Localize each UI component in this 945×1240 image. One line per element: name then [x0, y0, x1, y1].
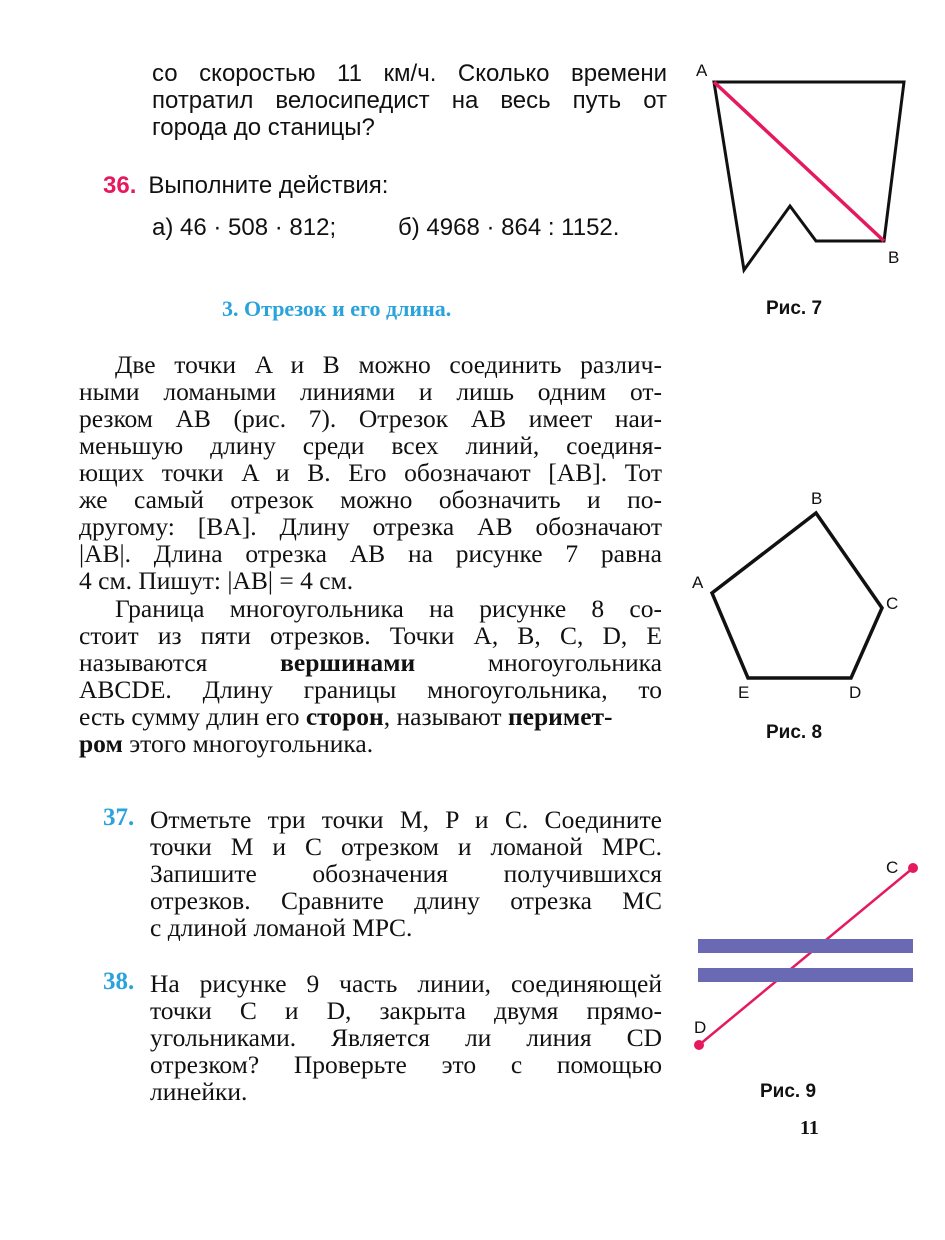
p2-line-4: ABCDE. Длину границы многоугольника, то	[79, 675, 662, 704]
figure-8-label-c: C	[886, 594, 899, 613]
figure-8-label-e: E	[738, 683, 750, 702]
exercise-37-line-3: Запишите обозначения получившихся	[150, 859, 662, 888]
p1-line-2: ными ломаными линиями и лишь одним от-	[79, 377, 662, 406]
figure-8-caption: Рис. 8	[766, 722, 823, 743]
page-number: 11	[800, 1117, 819, 1139]
p1-line-9: 4 см. Пишут: |AB| = 4 см.	[79, 566, 354, 595]
p2-term-perimeter-end: ром	[79, 729, 123, 758]
figure-8-label-d: D	[849, 683, 862, 702]
p1-line-1: Две точки A и B можно соединить различ-	[115, 350, 662, 379]
exercise-38-line-4: отрезком? Проверьте это с помощью	[150, 1050, 662, 1079]
exercise-38-line-2: точки C и D, закрыта двумя прямо-	[150, 996, 662, 1025]
p2-line-3-c: многоугольника	[487, 648, 662, 677]
exercise-36-a: а) 46 · 508 · 812;	[152, 214, 337, 241]
p2-term-perimeter: перимет-	[507, 702, 613, 731]
figure-7	[685, 55, 925, 285]
p2-line-5-a: есть сумму длин его	[79, 702, 300, 731]
figure-7-label-a: A	[696, 61, 708, 80]
exercise-38-line-3: угольниками. Является ли линия CD	[150, 1023, 662, 1052]
p2-term-vertices: вершинами	[280, 648, 416, 677]
figure-9-label-d: D	[694, 1018, 707, 1037]
exercise-37-number: 37.	[103, 804, 135, 831]
figure-7-label-b: B	[888, 248, 900, 267]
p2-line-3-a: называются	[79, 648, 208, 677]
exercise-36-b: б) 4968 · 864 : 1152.	[398, 214, 620, 241]
intro-line-1: со скоростью 11 км/ч. Сколько времени	[152, 60, 667, 87]
exercise-36-number: 36.	[103, 172, 137, 199]
exercise-37-line-5: с длиной ломаной MPC.	[150, 913, 413, 942]
figure-8-label-b: B	[811, 489, 823, 508]
p1-line-8: |AB|. Длина отрезка AB на рисунке 7 равна	[79, 539, 662, 568]
exercise-36-title: Выполните действия:	[148, 172, 389, 199]
intro-line-3: города до станицы?	[152, 114, 375, 141]
p1-line-6: же самый отрезок можно обозначить и по-	[79, 485, 662, 514]
exercise-38-number: 38.	[103, 968, 135, 995]
figure-9-line-cd	[699, 868, 913, 1045]
figure-9-lower-band	[698, 968, 913, 982]
section-title: 3. Отрезок и его длина.	[222, 296, 452, 321]
figure-8	[685, 485, 915, 705]
p2-line-6-b: этого многоугольника.	[129, 729, 374, 758]
p2-line-1: Граница многоугольника на рисунке 8 со-	[115, 594, 662, 623]
figure-8-pentagon	[712, 513, 882, 678]
figure-7-caption: Рис. 7	[766, 298, 823, 319]
figure-8-label-a: A	[692, 573, 704, 592]
figure-9-caption: Рис. 9	[760, 1081, 817, 1102]
p2-line-2: стоит из пяти отрезков. Точки A, B, C, D, E	[79, 621, 662, 650]
exercise-38-line-5: линейки.	[150, 1077, 248, 1106]
exercise-36	[103, 172, 388, 200]
exercise-37-line-1: Отметьте три точки M, P и C. Соедините	[150, 805, 662, 834]
p2-line-3	[79, 648, 662, 678]
p2-line-5	[79, 702, 662, 732]
p1-line-4: меньшую длину среди всех линий, соединя-	[79, 431, 662, 460]
figure-9-upper-band	[698, 939, 913, 953]
figure-9	[685, 850, 925, 1055]
p2-term-sides: сторон	[305, 702, 384, 731]
exercise-37-line-2: точки M и C отрезком и ломаной MPC.	[150, 832, 662, 861]
p1-line-7: другому: [BA]. Длину отрезка AB обозначают	[79, 512, 662, 541]
p2-line-5-c: , называют	[383, 702, 502, 731]
figure-9-point-d	[694, 1040, 704, 1050]
figure-9-label-c: C	[886, 858, 899, 877]
p1-line-3: резком AB (рис. 7). Отрезок AB имеет наи-	[79, 404, 662, 433]
intro-line-2: потратил велосипедист на весь путь от	[152, 87, 667, 114]
figure-9-point-c	[908, 863, 918, 873]
exercise-38-line-1: На рисунке 9 часть линии, соединяющей	[150, 969, 662, 998]
p2-line-6	[79, 729, 373, 759]
exercise-37-line-4: отрезков. Сравните длину отрезка MC	[150, 886, 662, 915]
p1-line-5: ющих точки A и B. Его обозначают [AB]. Тот	[79, 458, 662, 487]
